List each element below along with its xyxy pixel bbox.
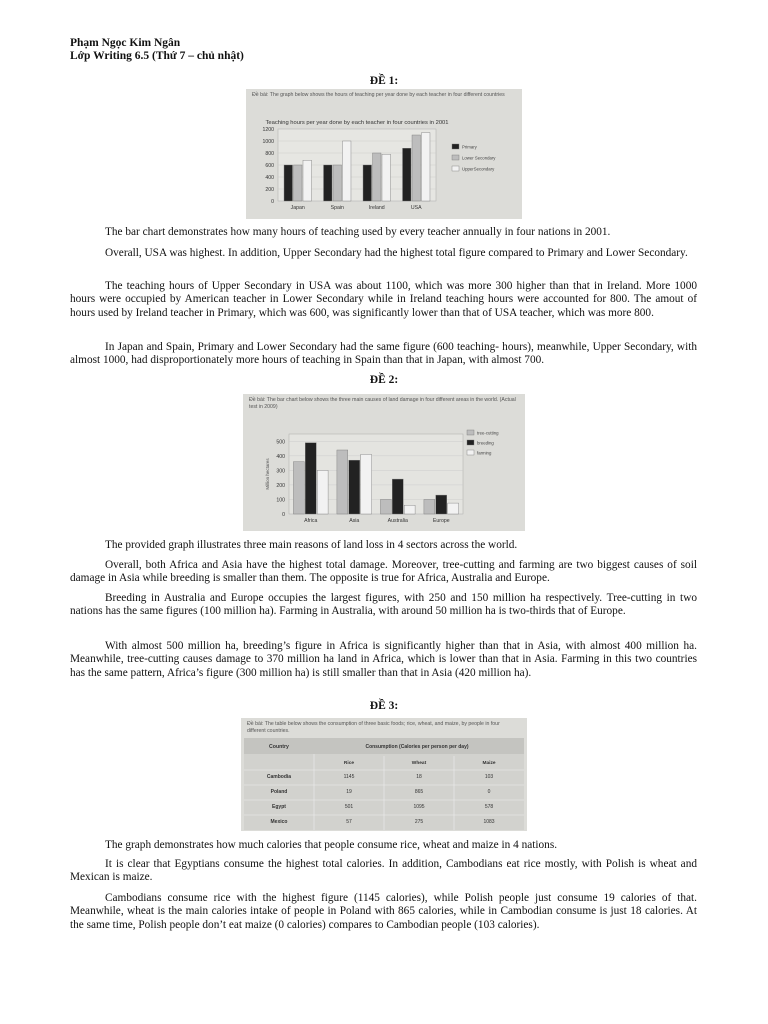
bar (284, 165, 292, 201)
table-cell: 103 (484, 774, 494, 780)
legend-label: tree-cutting (477, 430, 499, 436)
section-3-heading: ĐỀ 3: (369, 700, 399, 712)
s1-paragraph-4: In Japan and Spain, Primary and Lower Secondary had the same figure (600 teaching- hours), meanwhile, Upper Secondary, with almost 1000, had disproportionately more hours of teaching in Spain than that in Japan, with almost 700. (70, 341, 697, 367)
table-row-country: Poland (270, 789, 288, 795)
x-tick-label: USA (410, 205, 422, 211)
s2-paragraph-1: The provided graph illustrates three main reasons of land loss in 4 sectors across the world. (105, 539, 518, 551)
y-tick-label: 500 (276, 439, 285, 446)
bar (404, 505, 415, 514)
bar (436, 495, 447, 514)
x-tick-label: Europe (432, 518, 450, 524)
bar (412, 135, 420, 201)
table-cell: 1145 (343, 774, 355, 780)
y-axis-label: Million hectares (265, 458, 270, 490)
chart-title: Teaching hours per year done by each teacher in four countries in 2001 (265, 120, 449, 126)
bar (424, 499, 435, 514)
table-cell: 0 (487, 789, 491, 795)
chart-2-svg (243, 394, 525, 531)
author-name: Phạm Ngọc Kim Ngân (70, 37, 181, 49)
y-tick-label: 0 (282, 512, 285, 518)
x-tick-label: Asia (349, 518, 360, 524)
bar (382, 154, 390, 201)
table-cell: 57 (346, 819, 352, 825)
table-header-consumption: Consumption (Calories per person per day) (365, 744, 469, 750)
s1-paragraph-3: The teaching hours of Upper Secondary in USA was about 1100, which was more 300 higher than that in Ireland. More 1000 hours were occupied by American teacher in Lower Secondary while in Ireland teaching hours were accounted for 800. The amout of hours used by Ireland teacher in Primary, which was 600, was significantly lower than that of USA teacher, which was more 800. (70, 280, 697, 319)
bar (294, 165, 302, 201)
bar (421, 133, 429, 201)
s3-paragraph-2: It is clear that Egyptians consume the highest total calories. In addition, Cambodians eat rice mostly, with Polish is wheat and Mexican is maize. (70, 858, 697, 884)
bar (317, 470, 328, 514)
bar (324, 165, 332, 201)
legend-label: breeding (477, 440, 494, 446)
x-tick-label: Spain (330, 205, 344, 211)
s3-paragraph-3: Cambodians consume rice with the highest figure (1145 calories), while Polish people just consume 19 calories of that. Meanwhile, wheat is the main calories intake of people in Poland with 865 calories, while in Cambodian consume is just 18 calories. At the same time, Polish people don’t eat maize (0 calories) compares to Cambodian people (103 calories). (70, 892, 697, 931)
legend-swatch (452, 144, 459, 149)
bar (342, 141, 350, 201)
x-tick-label: Ireland (368, 205, 385, 211)
y-tick-label: 400 (276, 453, 285, 460)
legend-label: UpperSecondary (462, 166, 495, 172)
chart-1-prompt: Đề bài: The graph below shows the hours of teaching per year done by each teacher in four different countries (252, 92, 505, 98)
y-tick-label: 800 (265, 151, 274, 157)
s2-paragraph-3: Breeding in Australia and Europe occupies the largest figures, with 250 and 150 million ha respectively. Tree-cutting in two nations has the same figures (100 million ha). Farming in Australia, with around 50 million ha is two-thirds that of Europe. (70, 592, 697, 618)
bar (305, 443, 316, 514)
bar (349, 460, 360, 514)
table-cell: 18 (416, 774, 422, 780)
legend-swatch (467, 440, 474, 445)
table-row-country: Cambodia (266, 774, 292, 780)
x-tick-label: Australia (387, 518, 408, 524)
bar (333, 165, 341, 201)
bar (403, 148, 411, 201)
section-1-heading: ĐỀ 1: (369, 75, 399, 87)
table-column-header: Wheat (411, 761, 427, 766)
bar (337, 450, 348, 514)
x-tick-label: Africa (304, 518, 318, 524)
table-cell: 1083 (483, 819, 495, 825)
table-cell: 578 (484, 804, 494, 810)
table-photo (241, 718, 527, 831)
y-tick-label: 400 (265, 175, 274, 181)
bar (293, 462, 304, 514)
s3-paragraph-1: The graph demonstrates how much calories that people consume rice, wheat and maize in 4 nations. (105, 839, 558, 851)
section-2-heading: ĐỀ 2: (369, 374, 399, 386)
y-tick-label: 1200 (262, 127, 274, 133)
table-column-header: Rice (343, 761, 355, 766)
class-line: Lớp Writing 6.5 (Thứ 7 – chủ nhật) (70, 50, 244, 62)
chart-1-photo (246, 89, 522, 219)
table-prompt: Đề bài: The table below shows the consumption of three basic foods; rice, wheat, and maize, by people in four different countries. (247, 721, 500, 734)
table-header-country: Country (269, 744, 289, 750)
bar (363, 165, 371, 201)
y-tick-label: 100 (276, 497, 285, 504)
s2-paragraph-4: With almost 500 million ha, breeding’s figure in Africa is significantly higher than that in Asia, with almost 400 million ha. Meanwhile, tree-cutting causes damage to 370 million ha land in Africa, which is lower than that in Asia. Farming in this two countries has the same pattern, Africa’s figure (300 million ha) is still smaller than that in Asia (420 million ha). (70, 640, 697, 679)
table-cell: 19 (346, 789, 352, 795)
legend-label: Lower Secondary (462, 155, 496, 161)
y-tick-label: 0 (271, 199, 274, 205)
legend-swatch (467, 450, 474, 455)
s2-paragraph-2: Overall, both Africa and Asia have the highest total damage. Moreover, tree-cutting and farming are two biggest causes of soil damage in Asia while breeding is smaller than them. The opposite is true for Africa, Australia and Europe. (70, 559, 697, 585)
y-tick-label: 200 (265, 187, 274, 193)
bar (373, 153, 381, 201)
bar (361, 454, 372, 514)
s1-paragraph-2: Overall, USA was highest. In addition, Upper Secondary had the highest total figure compared to Primary and Lower Secondary. (105, 247, 688, 259)
bar (380, 499, 391, 514)
chart-1-svg (246, 89, 522, 219)
y-tick-label: 200 (276, 482, 285, 489)
x-tick-label: Japan (290, 205, 305, 211)
table-cell: 1095 (413, 804, 425, 810)
legend-label: farming (477, 450, 492, 456)
legend-label: Primary (462, 144, 477, 150)
y-tick-label: 600 (265, 163, 274, 169)
table-row-country: Mexico (270, 819, 288, 825)
table-row-country: Egypt (272, 804, 286, 810)
bar (303, 160, 311, 201)
bar (448, 503, 459, 514)
legend-swatch (467, 430, 474, 435)
chart-2-photo (243, 394, 525, 531)
bar (392, 479, 403, 514)
table-cell: 501 (344, 804, 354, 810)
s1-paragraph-1: The bar chart demonstrates how many hours of teaching used by every teacher annually in four nations in 2001. (105, 226, 611, 238)
legend-swatch (452, 155, 459, 160)
y-tick-label: 300 (276, 468, 285, 475)
table-cell: 865 (414, 789, 424, 795)
table-cell: 275 (414, 819, 424, 825)
y-tick-label: 1000 (262, 139, 274, 145)
table-column-header: Maize (482, 761, 496, 766)
legend-swatch (452, 166, 459, 171)
chart-2-prompt: Đề bài: The bar chart below shows the three main causes of land damage in four different areas in the world. (Actual test in 2009) (249, 397, 516, 410)
